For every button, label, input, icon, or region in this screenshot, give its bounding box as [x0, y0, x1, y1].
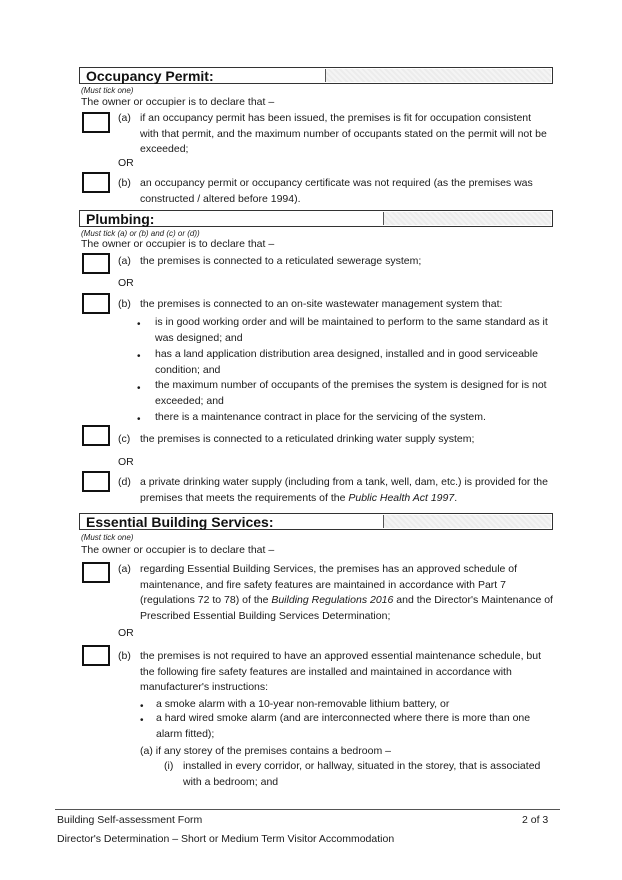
essential-a-marker: (a): [118, 563, 131, 575]
essential-intro: The owner or occupier is to declare that –: [81, 544, 275, 556]
essential-section-title: Essential Building Services:: [86, 514, 274, 530]
public-health-act-reference: Public Health Act 1997: [348, 491, 455, 504]
plumbing-bullet-3: the maximum number of occupants of the premises the system is designed for is not exceeded; and: [155, 379, 547, 407]
plumbing-header-shading: [383, 212, 551, 225]
occupancy-b-marker: (b): [118, 177, 131, 189]
occupancy-or: OR: [118, 157, 134, 169]
plumbing-or-2: OR: [118, 456, 134, 468]
footer-determination: Director's Determination – Short or Medium Term Visitor Accommodation: [57, 833, 395, 845]
essential-a-text-main: regarding Essential Building Services, the premises has an approved schedule of maintenance, and fire safety features are maintained in accordance with Part 7 (regulations 72 to 78) of the: [140, 563, 518, 606]
essential-a-text: [140, 562, 554, 624]
essential-a-text-end: and the Director's Maintenance of Prescribed Essential Building Services Determination;: [140, 594, 553, 622]
footer-form-name: Building Self-assessment Form: [57, 814, 203, 826]
bullet-icon: •: [137, 414, 141, 425]
essential-or: OR: [118, 627, 134, 639]
occupancy-a-checkbox[interactable]: [82, 112, 110, 133]
plumbing-section-header: [79, 210, 553, 227]
essential-bullet-1: a smoke alarm with a 10-year non-removable lithium battery, or: [156, 698, 450, 710]
essential-sub-i-marker: (i): [164, 760, 174, 772]
essential-sub-a: (a) if any storey of the premises contains a bedroom –: [140, 745, 391, 757]
occupancy-intro: The owner or occupier is to declare that –: [81, 96, 275, 108]
plumbing-d-text: [140, 475, 552, 506]
occupancy-b-checkbox[interactable]: [82, 172, 110, 193]
plumbing-d-text-main: a private drinking water supply (including from a tank, well, dam, etc.) is provided for the premises that meets the requirements of the: [140, 476, 548, 504]
essential-header-shading: [383, 515, 551, 528]
plumbing-b-marker: (b): [118, 298, 131, 310]
essential-sub-i-text: installed in every corridor, or hallway, situated in the storey, that is associated with a bedroom; and: [183, 760, 541, 788]
bullet-icon: •: [137, 351, 141, 362]
plumbing-bullet-4: there is a maintenance contract in place for the servicing of the system.: [155, 411, 486, 423]
essential-b-text: the premises is not required to have an approved essential maintenance schedule, but the following fire safety features are installed and maintained in accordance with manufacturer's instructions:: [140, 650, 541, 693]
plumbing-bullet-2: has a land application distribution area designed, installed and in good serviceable condition; and: [155, 348, 538, 376]
plumbing-a-text: the premises is connected to a reticulated sewerage system;: [140, 255, 422, 267]
plumbing-a-marker: (a): [118, 255, 131, 267]
footer-page-number: 2 of 3: [522, 814, 549, 826]
plumbing-b-text: the premises is connected to an on-site wastewater management system that:: [140, 298, 503, 310]
essential-section-header: [79, 513, 553, 530]
occupancy-section-title: Occupancy Permit:: [86, 68, 214, 84]
essential-note: (Must tick one): [81, 533, 134, 542]
plumbing-c-text: the premises is connected to a reticulated drinking water supply system;: [140, 433, 475, 445]
plumbing-c-checkbox[interactable]: [82, 425, 110, 446]
bullet-icon: •: [140, 715, 144, 726]
plumbing-a-checkbox[interactable]: [82, 253, 110, 274]
bullet-icon: •: [137, 383, 141, 394]
plumbing-d-marker: (d): [118, 476, 131, 488]
bullet-icon: •: [140, 701, 144, 712]
occupancy-b-text: an occupancy permit or occupancy certificate was not required (as the premises was constructed / altered before 1994).: [140, 177, 533, 205]
building-regulations-reference: Building Regulations 2016: [271, 594, 394, 606]
plumbing-bullet-1: is in good working order and will be maintained to perform to the same standard as it was designed; and: [155, 316, 548, 344]
essential-bullet-2: a hard wired smoke alarm (and are interconnected where there is more than one alarm fitted);: [156, 712, 531, 740]
footer-divider: [55, 809, 560, 810]
plumbing-intro: The owner or occupier is to declare that –: [81, 238, 275, 250]
plumbing-b-checkbox[interactable]: [82, 293, 110, 314]
plumbing-d-checkbox[interactable]: [82, 471, 110, 492]
plumbing-or-1: OR: [118, 277, 134, 289]
occupancy-section-header: [79, 67, 553, 84]
occupancy-header-shading: [325, 69, 551, 82]
bullet-icon: •: [137, 319, 141, 330]
plumbing-section-title: Plumbing:: [86, 211, 155, 227]
plumbing-note: (Must tick (a) or (b) and (c) or (d)): [81, 229, 200, 238]
plumbing-d-text-end: .: [454, 491, 458, 504]
occupancy-note: (Must tick one): [81, 86, 134, 95]
essential-b-checkbox[interactable]: [82, 645, 110, 666]
occupancy-a-marker: (a): [118, 112, 131, 124]
essential-a-checkbox[interactable]: [82, 562, 110, 583]
plumbing-c-marker: (c): [118, 433, 131, 445]
essential-b-marker: (b): [118, 650, 131, 662]
occupancy-a-text: if an occupancy permit has been issued, the premises is fit for occupation consistent with that permit, and the maximum number of occupants stated on the permit will not be exceeded;: [140, 112, 547, 155]
